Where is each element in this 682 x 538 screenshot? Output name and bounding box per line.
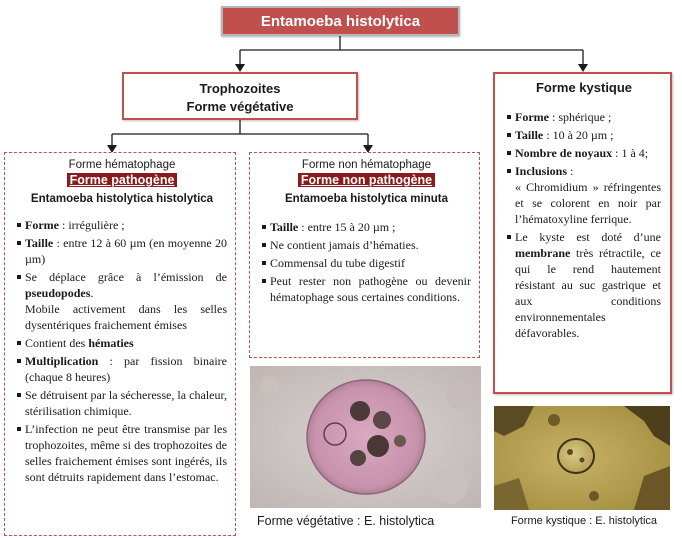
kystique-list (507, 109, 661, 341)
diagram-title: Entamoeba histolytica (221, 6, 460, 36)
list-item: Se détruisent par la sécheresse, la chaleur, stérilisation chimique. (17, 387, 227, 419)
trophozoite-image (250, 366, 481, 508)
vegetative-caption: Forme végétative : E. histolytica (257, 514, 435, 528)
list-item-continued: « Chromidium » réfringentes et se colorent en noir par l’hématoxyline ferrique. (515, 180, 661, 226)
list-item: Commensal du tube digestif (262, 255, 471, 271)
list-item: Le kyste est doté d’une membrane très rétractile, ce qui le rend hautement résistant au suc gastrique et aux conditions environnementales défavorables. (507, 229, 661, 341)
hematophage-tag: Forme pathogène (67, 173, 178, 187)
hematophage-list (17, 217, 227, 485)
list-item: Taille : entre 15 à 20 µm ; (262, 219, 471, 235)
kystique-box (493, 72, 672, 394)
nonhematophage-name: Entamoeba histolytica minuta (285, 193, 448, 205)
list-item: Nombre de noyaux : 1 à 4; (507, 145, 661, 161)
trophozoite-line2: Forme végétative (186, 99, 294, 114)
hematophage-name: Entamoeba histolytica histolytica (30, 193, 214, 205)
list-item: Ne contient jamais d’hématies. (262, 237, 471, 253)
list-item: Forme : sphérique ; (507, 109, 661, 125)
hematophage-box (4, 152, 236, 536)
kystique-caption: Forme kystique : E. histolytica (510, 515, 658, 527)
list-item: Inclusions : (507, 163, 661, 179)
nonhematophage-small-title: Forme non hématophage (301, 159, 432, 171)
list-item: L’infection ne peut être transmise par les trophozoites, même si des trophozoites de selles fraichement émises sont ingérés, ils sont détruits rapidement dans l’estomac. (17, 421, 227, 485)
nonhematophage-tag: Forme non pathogène (298, 173, 435, 187)
kystique-micrograph (494, 406, 670, 510)
list-item: Taille : entre 12 à 60 µm (en moyenne 20 µm) (17, 235, 227, 267)
list-item: Multiplication : par fission binaire (chaque 8 heures) (17, 353, 227, 385)
nonhematophage-box (249, 152, 480, 358)
cyst-image (494, 406, 670, 510)
kystique-title: Forme kystique (535, 80, 633, 95)
list-item: Se déplace grâce à l’émission de pseudopodes. Mobile activement dans les selles dysentériques fraichement émises (17, 269, 227, 333)
list-item: Taille : 10 à 20 µm ; (507, 127, 661, 143)
trophozoite-box (122, 72, 358, 120)
list-item: Peut rester non pathogène ou devenir hématophage sous certaines conditions. (262, 273, 471, 305)
vegetative-micrograph (250, 366, 481, 508)
trophozoite-line1: Trophozoites (199, 81, 281, 96)
list-item: Contient des hématies (17, 335, 227, 351)
list-item: Forme : irrégulière ; (17, 217, 227, 233)
nonhematophage-list (262, 219, 471, 305)
hematophage-small-title: Forme hématophage (68, 159, 176, 171)
